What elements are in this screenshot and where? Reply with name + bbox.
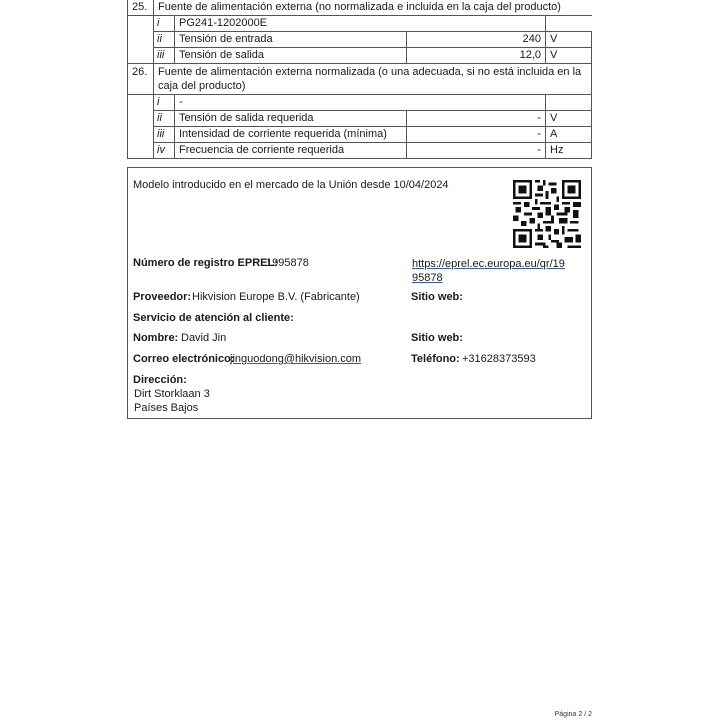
roman-index: ii [154,32,175,48]
roman-index: i [154,95,175,111]
email-link[interactable]: jinguodong@hikvision.com [230,353,362,365]
param-label: - [175,95,546,111]
product-info-box [127,167,592,419]
param-unit: V [546,48,592,64]
supplier-website-label: Sitio web: [411,291,463,303]
roman-index: iv [154,143,175,159]
row-number: 26. [128,64,154,95]
table-row [128,111,592,127]
qr-code-icon [513,180,581,248]
contact-website-label: Sitio web: [411,332,463,344]
param-value: 12,0 [407,48,546,64]
param-unit: Hz [546,143,592,159]
market-date-text: Modelo introducido en el mercado de la Unión desde 10/04/2024 [133,179,449,191]
table-row [128,0,592,16]
table-row [128,16,592,32]
page-number: Página 2 / 2 [554,711,592,718]
unit-cell [546,16,592,32]
param-label: Frecuencia de corriente requerida [175,143,407,159]
eprel-url-line2: 95878 [412,272,443,284]
table-row [128,143,592,159]
address-label: Dirección: [133,374,187,386]
row-number: 25. [128,0,154,16]
row-title: Fuente de alimentación externa normalizada (o una adecuada, si no está incluida en la caja del producto) [154,64,592,95]
table-row [128,127,592,143]
param-unit: V [546,32,592,48]
table-row [128,95,592,111]
param-label: Tensión de entrada [175,32,407,48]
eprel-label: Número de registro EPREL: [133,257,278,269]
row-title: Fuente de alimentación externa (no normalizada e incluida en la caja del producto) [154,0,592,16]
table-row [128,64,592,95]
roman-index: iii [154,127,175,143]
address-line2: Países Bajos [134,402,199,414]
param-label: Tensión de salida requerida [175,111,407,127]
supplier-value: Hikvision Europe B.V. (Fabricante) [192,291,360,303]
email-label: Correo electrónico: [133,353,235,365]
roman-index: ii [154,111,175,127]
phone-label: Teléfono: [411,353,460,365]
phone-value: +31628373593 [462,353,536,365]
model-value: PG241-1202000E [175,16,546,32]
param-unit: A [546,127,592,143]
customer-service-label: Servicio de atención al cliente: [133,312,294,324]
eprel-url-line1: https://eprel.ec.europa.eu/qr/19 [412,258,565,270]
supplier-label: Proveedor: [133,291,192,303]
param-unit: V [546,111,592,127]
spec-table [127,0,592,159]
param-value: - [407,127,546,143]
roman-index: iii [154,48,175,64]
eprel-url-link[interactable] [412,257,565,285]
address-line1: Dirt Storklaan 3 [134,388,210,400]
param-label: Tensión de salida [175,48,407,64]
param-value: - [407,111,546,127]
param-value: - [407,143,546,159]
param-label: Intensidad de corriente requerida (mínima) [175,127,407,143]
contact-name-value: David Jin [181,332,227,344]
eprel-number: 1995878 [266,257,309,269]
contact-name-label: Nombre: [133,332,179,344]
param-value: 240 [407,32,546,48]
unit-cell [546,95,592,111]
table-row [128,48,592,64]
table-row [128,32,592,48]
roman-index: i [154,16,175,32]
